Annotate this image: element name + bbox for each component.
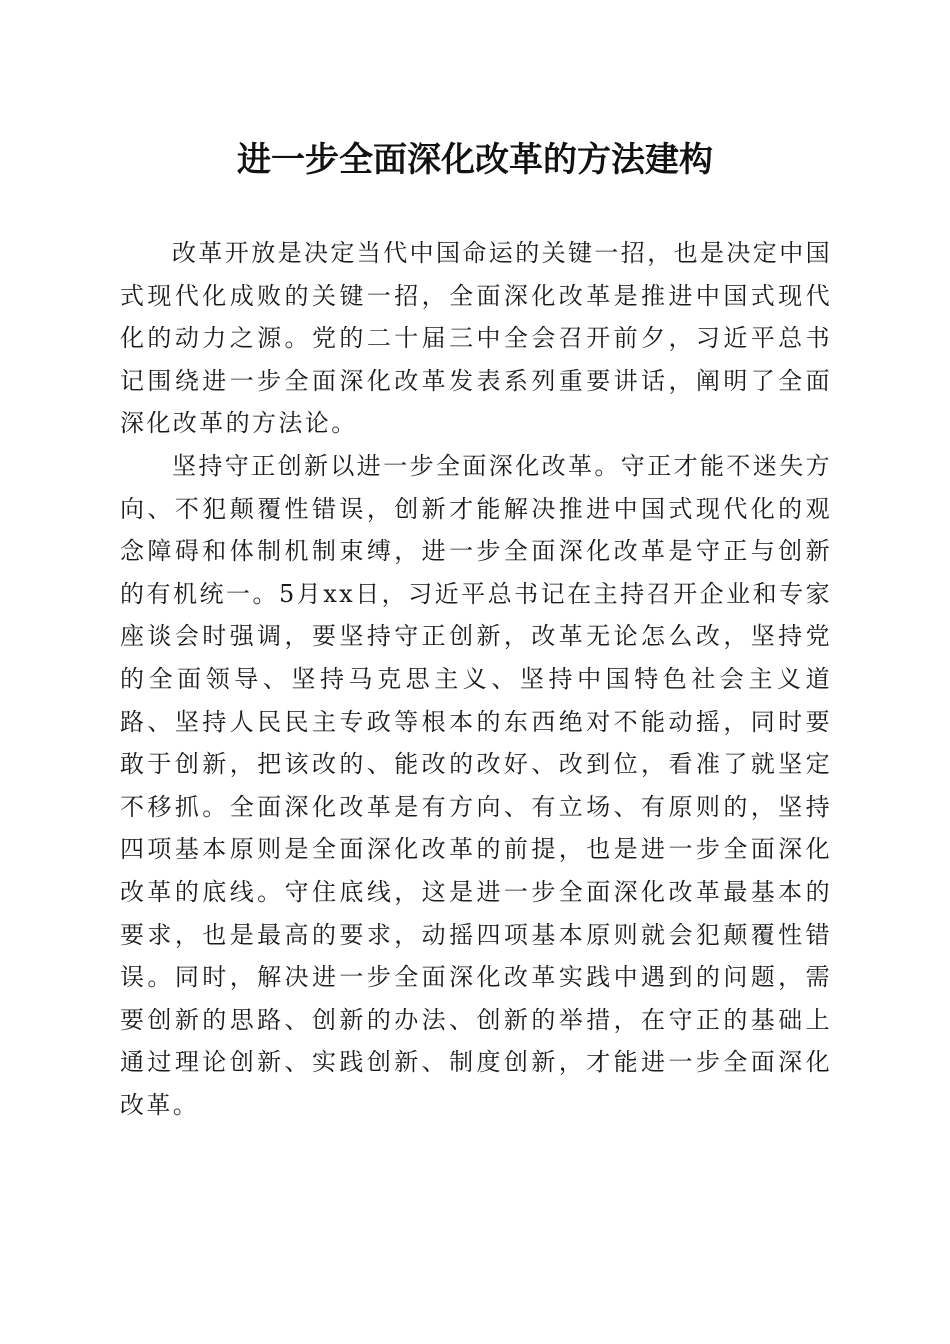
- document-title: 进一步全面深化改革的方法建构: [237, 140, 713, 180]
- paragraph-shouzheng-chuangxin: 坚持守正创新以进一步全面深化改革。守正才能不迷失方向、不犯颠覆性错误，创新才能解决推进中国式现代化的观念障碍和体制机制束缚，进一步全面深化改革是守正与创新的有机统一。5月xx日，习近平总书记在主持召开企业和专家座谈会时强调，要坚持守正创新，改革无论怎么改，坚持党的全面领导、坚持马克思主义、坚持中国特色社会主义道路、坚持人民民主专政等根本的东西绝对不能动摇，同时要敢于创新，把该改的、能改的改好、改到位，看准了就坚定不移抓。全面深化改革是有方向、有立场、有原则的，坚持四项基本原则是全面深化改革的前提，也是进一步全面深化改革的底线。守住底线，这是进一步全面深化改革最基本的要求，也是最高的要求，动摇四项基本原则就会犯颠覆性错误。同时，解决进一步全面深化改革实践中遇到的问题，需要创新的思路、创新的办法、创新的举措，在守正的基础上通过理论创新、实践创新、制度创新，才能进一步全面深化改革。: [120, 451, 832, 1119]
- document-body: [120, 232, 832, 1126]
- paragraph-intro: 改革开放是决定当代中国命运的关键一招，也是决定中国式现代化成败的关键一招，全面深化改革是推进中国式现代化的动力之源。党的二十届三中全会召开前夕，习近平总书记围绕进一步全面深化改革发表系列重要讲话，阐明了全面深化改革的方法论。: [120, 239, 832, 438]
